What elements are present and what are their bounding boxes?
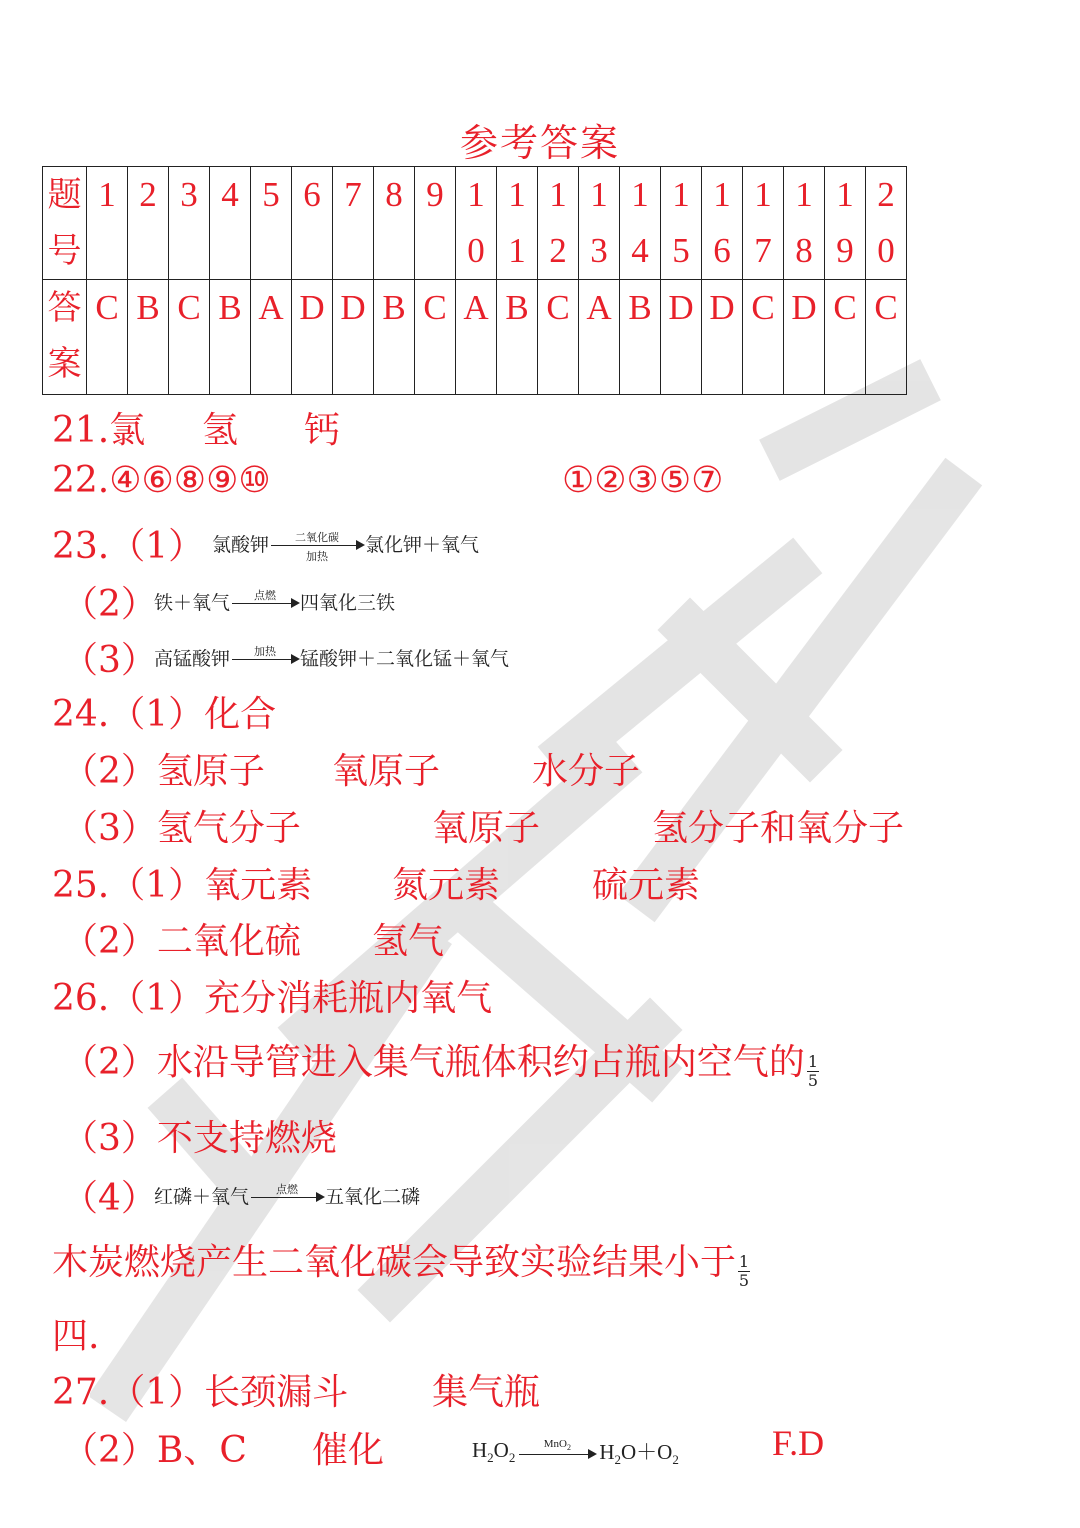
question-number-cell: 1 8 — [784, 167, 825, 280]
q21-answer-3: 钙 — [304, 410, 341, 451]
answer-cell: B — [497, 280, 538, 395]
question-number-cell: 1 — [87, 167, 128, 280]
answer-cell: B — [620, 280, 661, 395]
answer-cell: D — [333, 280, 374, 395]
answer-cell: C — [169, 280, 210, 395]
q24-part-2-b: 氧原子 — [332, 751, 441, 792]
arrow-condition: 点燃 — [276, 1183, 299, 1196]
answer-cell: A — [579, 280, 620, 395]
question-number-cell: 1 6 — [702, 167, 743, 280]
reaction-arrow-icon — [232, 645, 298, 660]
question-number-cell: 3 — [169, 167, 210, 280]
answer-table — [42, 166, 907, 395]
arrow-condition: 加热 — [254, 645, 277, 658]
eq-reactant: 红磷＋氧气 — [154, 1186, 250, 1208]
q27-part-1-b: 集气瓶 — [432, 1372, 541, 1413]
q26-part-2-text: （2）水沿导管进入集气瓶体积约占瓶内空气的 — [62, 1042, 805, 1083]
q24-part-2-a: （2）氢原子 — [62, 751, 265, 792]
fraction-one-fifth — [807, 1053, 819, 1090]
question-number-cell: 1 9 — [825, 167, 866, 280]
q22-answer-1: 22.④⑥⑧⑨⑩ — [52, 460, 271, 501]
reaction-arrow-icon — [519, 1437, 595, 1455]
frac-denominator: 5 — [738, 1270, 750, 1290]
answer-cell: A — [456, 280, 497, 395]
question-number-row — [43, 167, 907, 280]
q21-answer-2: 氢 — [202, 410, 239, 451]
reaction-arrow-icon — [271, 531, 363, 563]
q22-answer-2: ①②③⑤⑦ — [562, 460, 724, 501]
question-number-cell: 2 — [128, 167, 169, 280]
q21-answer-1: 21.氯 — [52, 410, 146, 451]
question-number-cell: 9 — [415, 167, 456, 280]
eq-product: 四氧化三铁 — [300, 592, 396, 614]
q23-equation-2 — [154, 588, 395, 615]
q23-equation-1 — [212, 530, 480, 563]
answer-cell: C — [743, 280, 784, 395]
question-number-cell: 1 5 — [661, 167, 702, 280]
question-number-cell: 1 7 — [743, 167, 784, 280]
answer-cell: C — [87, 280, 128, 395]
answer-cell: B — [128, 280, 169, 395]
q25-part-2-a: （2）二氧化硫 — [62, 921, 301, 962]
question-number-cell: 7 — [333, 167, 374, 280]
arrow-condition: 二氧化碳 — [295, 531, 340, 544]
eq-reactant: 铁＋氧气 — [154, 592, 231, 614]
answer-cell: D — [784, 280, 825, 395]
row-header-answer: 答 案 — [43, 280, 87, 395]
q24-part-3-a: （3）氢气分子 — [62, 808, 301, 849]
frac-numerator: 1 — [807, 1051, 818, 1071]
question-number-cell: 1 4 — [620, 167, 661, 280]
answer-cell: D — [702, 280, 743, 395]
answer-cell: B — [374, 280, 415, 395]
answer-cell: A — [251, 280, 292, 395]
frac-numerator: 1 — [738, 1251, 750, 1271]
q26-note-text: 木炭燃烧产生二氧化碳会导致实验结果小于 — [52, 1242, 737, 1283]
eq-reactant: 高锰酸钾 — [154, 648, 231, 670]
q24-part-3-b: 氧原子 — [432, 808, 541, 849]
q23-part-2-label: （2） — [62, 584, 157, 625]
question-number-cell: 1 3 — [579, 167, 620, 280]
q26-part-2 — [62, 1034, 819, 1090]
q24-part-1: 24.（1）化合 — [52, 694, 277, 735]
q25-part-2-b: 氢气 — [372, 921, 445, 962]
answer-row — [43, 280, 907, 395]
answer-cell: C — [415, 280, 456, 395]
reaction-arrow-icon — [251, 1183, 323, 1198]
arrow-condition: MnO$_2$ — [543, 1437, 571, 1452]
question-number-cell: 1 2 — [538, 167, 579, 280]
q24-part-3-c: 氢分子和氧分子 — [652, 808, 905, 849]
q27-equation — [472, 1436, 679, 1468]
q23-label: 23.（1） — [52, 526, 205, 567]
q26-part-1: 26.（1）充分消耗瓶内氧气 — [52, 978, 493, 1019]
q24-part-2-c: 水分子 — [532, 751, 641, 792]
question-number-cell: 8 — [374, 167, 415, 280]
eq-product-water-oxygen: $H_2O+O_2$ — [599, 1440, 679, 1468]
eq-product: 锰酸钾＋二氧化锰＋氧气 — [300, 648, 510, 670]
answer-cell: D — [661, 280, 702, 395]
question-number-cell: 4 — [210, 167, 251, 280]
eq-product: 五氧化二磷 — [325, 1186, 421, 1208]
page-title: 参考答案 — [459, 121, 620, 165]
question-number-cell: 5 — [251, 167, 292, 280]
question-number-cell: 6 — [292, 167, 333, 280]
q23-part-3-label: （3） — [62, 640, 157, 681]
q26-equation — [154, 1182, 420, 1209]
answer-cell: C — [825, 280, 866, 395]
q27-part-1-a: 27.（1）长颈漏斗 — [52, 1372, 349, 1413]
arrow-condition-below: 加热 — [306, 550, 329, 563]
eq-reactant: 氯酸钾 — [212, 534, 270, 556]
answer-cell: C — [866, 280, 907, 395]
q25-part-1-c: 硫元素 — [592, 865, 701, 906]
row-header-question-number: 题 号 — [43, 167, 87, 280]
frac-denominator: 5 — [807, 1070, 818, 1090]
eq-product: 氯化钾＋氧气 — [365, 534, 480, 556]
q26-note — [52, 1234, 750, 1290]
q27-part-2-a: （2）B、C — [62, 1430, 247, 1471]
eq-reactant-h2o2: $H_2O_2$ — [472, 1438, 516, 1466]
answer-cell: D — [292, 280, 333, 395]
q27-part-2-c: F.D — [772, 1423, 825, 1463]
question-number-cell: 1 1 — [497, 167, 538, 280]
question-number-cell: 1 0 — [456, 167, 497, 280]
section-four-label: 四. — [52, 1316, 100, 1357]
q25-part-1-b: 氮元素 — [392, 865, 501, 906]
reaction-arrow-icon — [232, 589, 298, 604]
answer-cell: C — [538, 280, 579, 395]
arrow-condition: 点燃 — [254, 589, 277, 602]
fraction-one-fifth — [738, 1253, 750, 1290]
q23-equation-3 — [154, 644, 509, 671]
q25-part-1-a: 25.（1）氧元素 — [52, 865, 313, 906]
q26-part-4-label: （4） — [62, 1178, 157, 1219]
answer-cell: B — [210, 280, 251, 395]
q27-part-2-b: 催化 — [312, 1430, 385, 1471]
question-number-cell: 2 0 — [866, 167, 907, 280]
q26-part-3: （3）不支持燃烧 — [62, 1118, 337, 1159]
